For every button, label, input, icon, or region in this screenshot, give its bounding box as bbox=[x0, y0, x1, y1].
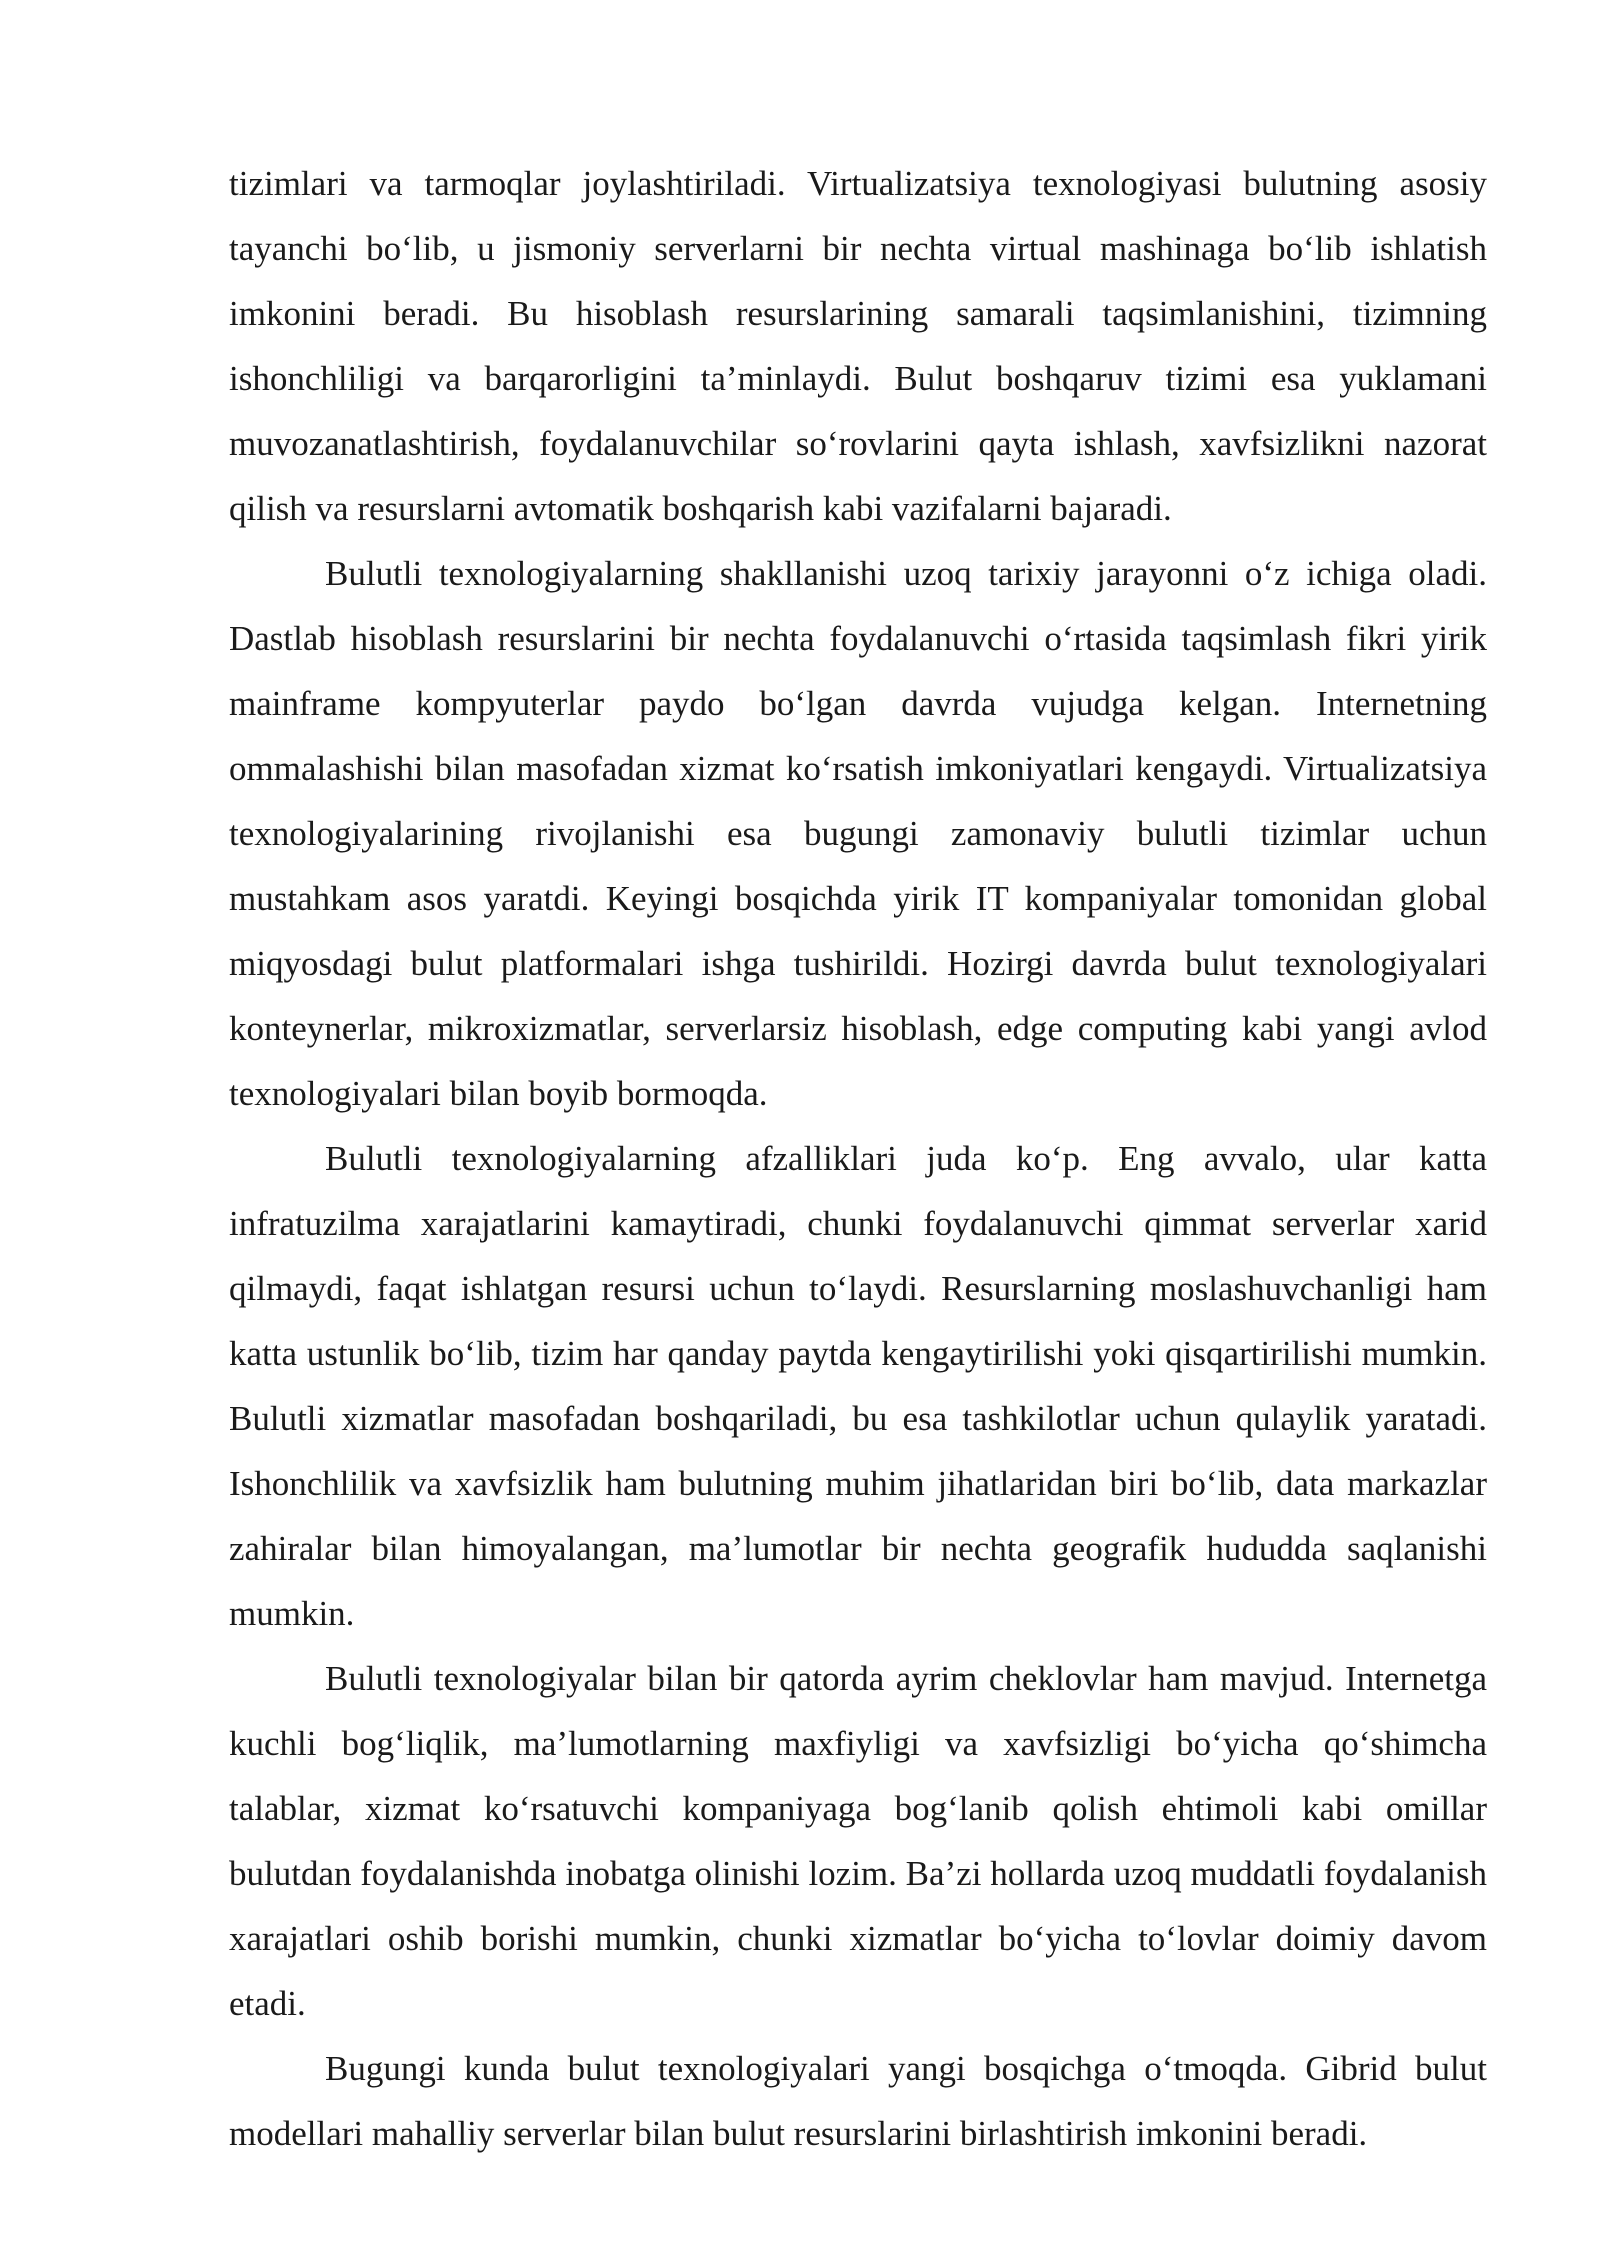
paragraph-3: Bulutli texnologiyalarning afzalliklari juda ko‘p. Eng avvalo, ular katta infratuzilma xarajatlarini kamaytiradi, chunki foydalanuvchi qimmat serverlar xarid qilmaydi, faqat ishlatgan resursi uchun to‘laydi. Resurslarning moslashuvchanligi ham katta ustunlik bo‘lib, tizim har qanday paytda kengaytirilishi yoki qisqartirilishi mumkin. Bulutli xizmatlar masofadan boshqariladi, bu esa tashkilotlar uchun qulaylik yaratadi. Ishonchlilik va xavfsizlik ham bulutning muhim jihatlaridan biri bo‘lib, data markazlar zahiralar bilan himoyalangan, ma’lumotlar bir nechta geografik hududda saqlanishi mumkin. bbox=[229, 1139, 1487, 1633]
paragraph-5: Bugungi kunda bulut texnologiyalari yangi bosqichga o‘tmoqda. Gibrid bulut modellari mahalliy serverlar bilan bulut resurslarini birlashtirish imkonini beradi. bbox=[229, 2049, 1487, 2153]
paragraph-2: Bulutli texnologiyalarning shakllanishi uzoq tarixiy jarayonni o‘z ichiga oladi. Dastlab hisoblash resurslarini bir nechta foydalanuvchi o‘rtasida taqsimlash fikri yirik mainframe kompyuterlar paydo bo‘lgan davrda vujudga kelgan. Internetning ommalashishi bilan masofadan xizmat ko‘rsatish imkoniyatlari kengaydi. Virtualizatsiya texnologiyalarining rivojlanishi esa bugungi zamonaviy bulutli tizimlar uchun mustahkam asos yaratdi. Keyingi bosqichda yirik IT kompaniyalar tomonidan global miqyosdagi bulut platformalari ishga tushirildi. Hozirgi davrda bulut texnologiyalari konteynerlar, mikroxizmatlar, serverlarsiz hisoblash, edge computing kabi yangi avlod texnologiyalari bilan boyib bormoqda. bbox=[229, 554, 1487, 1113]
paragraph-4: Bulutli texnologiyalar bilan bir qatorda ayrim cheklovlar ham mavjud. Internetga kuchli bog‘liqlik, ma’lumotlarning maxfiyligi va xavfsizligi bo‘yicha qo‘shimcha talablar, xizmat ko‘rsatuvchi kompaniyaga bog‘lanib qolish ehtimoli kabi omillar bulutdan foydalanishda inobatga olinishi lozim. Ba’zi hollarda uzoq muddatli foydalanish xarajatlari oshib borishi mumkin, chunki xizmatlar bo‘yicha to‘lovlar doimiy davom etadi. bbox=[229, 1659, 1487, 2023]
paragraph-1: tizimlari va tarmoqlar joylashtiriladi. Virtualizatsiya texnologiyasi bulutning asosiy tayanchi bo‘lib, u jismoniy serverlarni bir nechta virtual mashinaga bo‘lib ishlatish imkonini beradi. Bu hisoblash resurslarining samarali taqsimlanishini, tizimning ishonchliligi va barqarorligini ta’minlaydi. Bulut boshqaruv tizimi esa yuklamani muvozanatlashtirish, foydalanuvchilar so‘rovlarini qayta ishlash, xavfsizlikni nazorat qilish va resurslarni avtomatik boshqarish kabi vazifalarni bajaradi. bbox=[229, 164, 1487, 528]
document-body bbox=[229, 151, 1487, 2166]
